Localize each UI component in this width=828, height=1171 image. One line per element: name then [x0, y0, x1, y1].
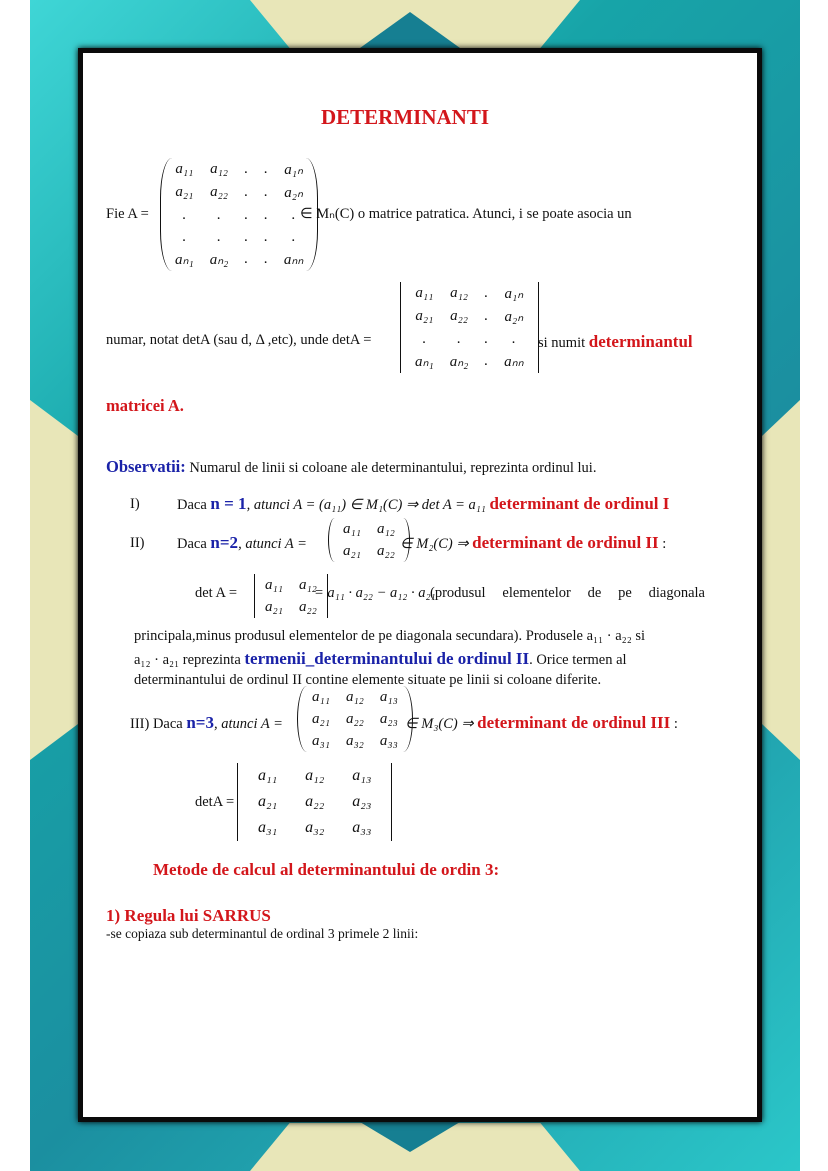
matrix-entry: aₙ₂	[449, 354, 469, 370]
matrix-entry: a₃₃	[379, 732, 398, 749]
matrix-entry: .	[264, 228, 268, 245]
matrix-row	[407, 282, 532, 305]
matrix-entry: .	[484, 308, 489, 324]
case-2-pre	[177, 533, 307, 553]
matrix-table	[335, 518, 403, 562]
matrix-entry: a₂₂	[305, 793, 325, 810]
case-1-line	[177, 494, 669, 514]
determinantul-bold: determinantul	[588, 332, 693, 351]
case-1-title: determinant de ordinul I	[489, 494, 670, 513]
matrix-entry: .	[457, 330, 461, 347]
matrix-entry: a₃₁	[258, 819, 278, 836]
case-1-n: n = 1	[210, 494, 247, 513]
determinant-general	[400, 282, 539, 373]
matrix-A-3x3	[297, 686, 413, 752]
det2-label: det A =	[195, 585, 238, 601]
matrix-entry: .	[182, 206, 187, 223]
fie-text: ∈ Mₙ(C) o matrice patratica. Atunci, i se poate asocia un	[300, 206, 632, 222]
matrix-row	[335, 540, 403, 562]
det2-formula	[314, 585, 436, 602]
case-2-n: n=2	[210, 533, 239, 552]
matrix-entry: aₙ₂	[209, 252, 229, 268]
case-3-title: determinant de ordinul III	[477, 713, 671, 732]
numar-post	[538, 332, 693, 352]
matrix-entry: a₂₂	[210, 184, 229, 200]
matrix-entry: .	[291, 206, 296, 223]
matrix-entry: .	[484, 330, 489, 347]
matrix-table	[244, 763, 385, 841]
methods-heading: Metode de calcul al determinantului de ordin 3:	[153, 860, 500, 879]
case-3-post	[405, 713, 678, 733]
frame-band-left	[30, 400, 78, 760]
matrix-entry: a₁₂	[450, 285, 469, 301]
matrix-entry: a₁₁	[265, 576, 283, 593]
case-2-title: determinant de ordinul II	[472, 533, 659, 552]
matrix-row	[167, 226, 311, 248]
paragraph-line-3: determinantului de ordinul II contine elemente situate pe linii si coloane diferite.	[134, 672, 602, 688]
matrix-entry: a₂₁	[265, 598, 283, 615]
case-2-post	[400, 533, 666, 553]
matrix-row	[167, 181, 311, 204]
matrix-entry: a₂₁	[415, 308, 434, 324]
termenii-bold: termenii_determinantului de ordinul II	[244, 649, 530, 668]
matrix-row	[407, 305, 532, 328]
matrix-entry: .	[264, 206, 268, 223]
matrix-entry: a₂ₙ	[504, 309, 524, 325]
matrix-table	[304, 686, 406, 752]
matricei-a: matricei A.	[106, 396, 184, 415]
matrix-row	[167, 204, 311, 226]
paragraph-line-1: principala,minus produsul elementelor de pe diagonala secundara). Produsele a₁₁ · a₂₂ si	[134, 628, 646, 644]
matrix-entry: a₁₂	[305, 767, 325, 784]
matrix-entry: a₁₁	[258, 767, 278, 784]
matrix-row	[244, 815, 385, 841]
matrix-entry: .	[217, 206, 221, 223]
numar-text: numar, notat detA (sau d, Δ ,etc), unde detA =	[106, 332, 372, 348]
matrix-entry: a₂ₙ	[284, 185, 303, 201]
case-1-number: I)	[130, 496, 140, 512]
case-1-daca: Daca	[177, 497, 207, 513]
case-2-number: II)	[130, 535, 145, 551]
matrix-entry: .	[244, 228, 249, 245]
matrix-entry: .	[244, 251, 249, 267]
matrix-entry: a₁₁	[343, 520, 361, 537]
matrix-entry: a₁₃	[352, 767, 372, 784]
observatii-line	[106, 457, 596, 477]
matrix-entry: aₙₙ	[504, 354, 524, 370]
matrix-entry: a₁₂	[210, 161, 229, 177]
matrix-entry: .	[422, 330, 427, 347]
determinant-3x3	[237, 763, 392, 841]
matrix-entry: a₂₂	[345, 710, 364, 727]
case-1-formula: , atunci A = (a₁₁) ∈ M₁(C) ⇒ det A = a₁₁	[246, 497, 486, 513]
paragraph-line-2	[134, 649, 627, 669]
matrix-row	[407, 350, 532, 373]
matrix-entry: .	[264, 161, 268, 177]
matrix-entry: a₃₂	[305, 819, 325, 836]
det2-expansion: = a₁₁ · a₂₂ − a₁₂ · a₂₁	[314, 585, 436, 601]
matrix-entry: .	[217, 228, 221, 245]
case-2-m2: ∈ M₂(C) ⇒	[400, 536, 469, 552]
matrix-entry: a₂₁	[175, 184, 194, 200]
frame-triangle-top	[360, 12, 460, 48]
matrix-entry: a₂₂	[450, 308, 469, 324]
matrix-entry: a₂₁	[343, 542, 361, 559]
matrix-entry: .	[484, 353, 489, 369]
matrix-table	[407, 282, 532, 373]
p2-post: . Orice termen al	[529, 652, 627, 668]
matrix-entry: .	[182, 228, 187, 245]
matrix-entry: a₃₁	[312, 732, 330, 749]
matrix-entry: a₂₃	[379, 710, 398, 727]
matrix-entry: a₁₁	[415, 285, 434, 301]
matrix-A-2x2	[328, 518, 410, 562]
case-3-daca: III) Daca	[130, 716, 183, 732]
page-title: DETERMINANTI	[320, 105, 490, 129]
matrix-entry: a₃₃	[352, 819, 372, 836]
matrix-entry: .	[484, 285, 489, 301]
matrix-entry: aₙ₁	[175, 252, 194, 268]
matrix-row	[335, 518, 403, 540]
matrix-entry: .	[244, 206, 249, 223]
matrix-entry: a₂₁	[312, 710, 330, 727]
matrix-entry: .	[264, 251, 268, 267]
det3-label: detA =	[195, 794, 235, 810]
frame-triangle-bottom	[360, 1122, 460, 1152]
matrix-entry: a₁₂	[376, 520, 395, 537]
matrix-entry: a₁₁	[312, 688, 330, 705]
matrix-entry: a₁₁	[175, 161, 194, 177]
matrix-row	[304, 730, 406, 752]
matrix-table	[167, 158, 311, 271]
case-3-pre	[130, 713, 283, 733]
case-2-colon: :	[658, 536, 667, 552]
matrix-entry: a₃₂	[345, 732, 364, 749]
matrix-entry: .	[244, 161, 249, 177]
case-2-daca: Daca	[177, 536, 207, 552]
matrix-row	[304, 708, 406, 730]
matrix-entry: .	[244, 184, 249, 200]
matrix-entry: .	[512, 330, 516, 347]
case-2-a-equals: , atunci A =	[238, 536, 307, 552]
matrix-entry: a₁₃	[379, 688, 398, 705]
observatii-text: Numarul de linii si coloane ale determinantului, reprezinta ordinul lui.	[189, 460, 597, 476]
observatii-label: Observatii:	[106, 457, 186, 476]
sarrus-text: -se copiaza sub determinantul de ordinal 3 primele 2 linii:	[106, 926, 419, 941]
frame-band-right	[762, 400, 800, 760]
fie-prefix: Fie A =	[106, 206, 149, 222]
case-3-m3: ∈ M₃(C) ⇒	[405, 716, 474, 732]
matrix-entry: a₁ₙ	[284, 162, 303, 178]
matrix-entry: a₁ₙ	[504, 286, 524, 302]
matrix-entry: aₙₙ	[283, 252, 304, 268]
sarrus-heading: 1) Regula lui SARRUS	[106, 906, 271, 925]
matrix-A-general	[160, 158, 318, 271]
matrix-entry: a₁₂	[345, 688, 364, 705]
matrix-row	[304, 686, 406, 708]
matrix-row	[244, 789, 385, 815]
matrix-row	[167, 248, 311, 271]
matrix-row	[167, 158, 311, 181]
case-3-colon: :	[670, 716, 678, 732]
p2-pre: a₁₂ · a₂₁ reprezinta	[134, 652, 241, 668]
matrix-entry: a₂₂	[298, 598, 317, 615]
matrix-entry: a₂₃	[352, 793, 372, 810]
case-3-a-equals: , atunci A =	[214, 716, 283, 732]
matrix-entry: a₂₂	[376, 542, 395, 559]
matrix-entry: .	[291, 228, 296, 245]
matrix-entry: .	[264, 184, 268, 200]
numit-text: si numit	[538, 335, 586, 351]
matrix-row	[407, 328, 532, 350]
matrix-row	[244, 763, 385, 789]
case-3-n: n=3	[186, 713, 214, 732]
matrix-entry: aₙ₁	[415, 354, 434, 370]
matrix-entry: a₂₁	[258, 793, 278, 810]
det2-note: (produsul elementelor de pe diagonala	[430, 585, 705, 601]
matrix-entry: a₁₂	[298, 576, 317, 593]
